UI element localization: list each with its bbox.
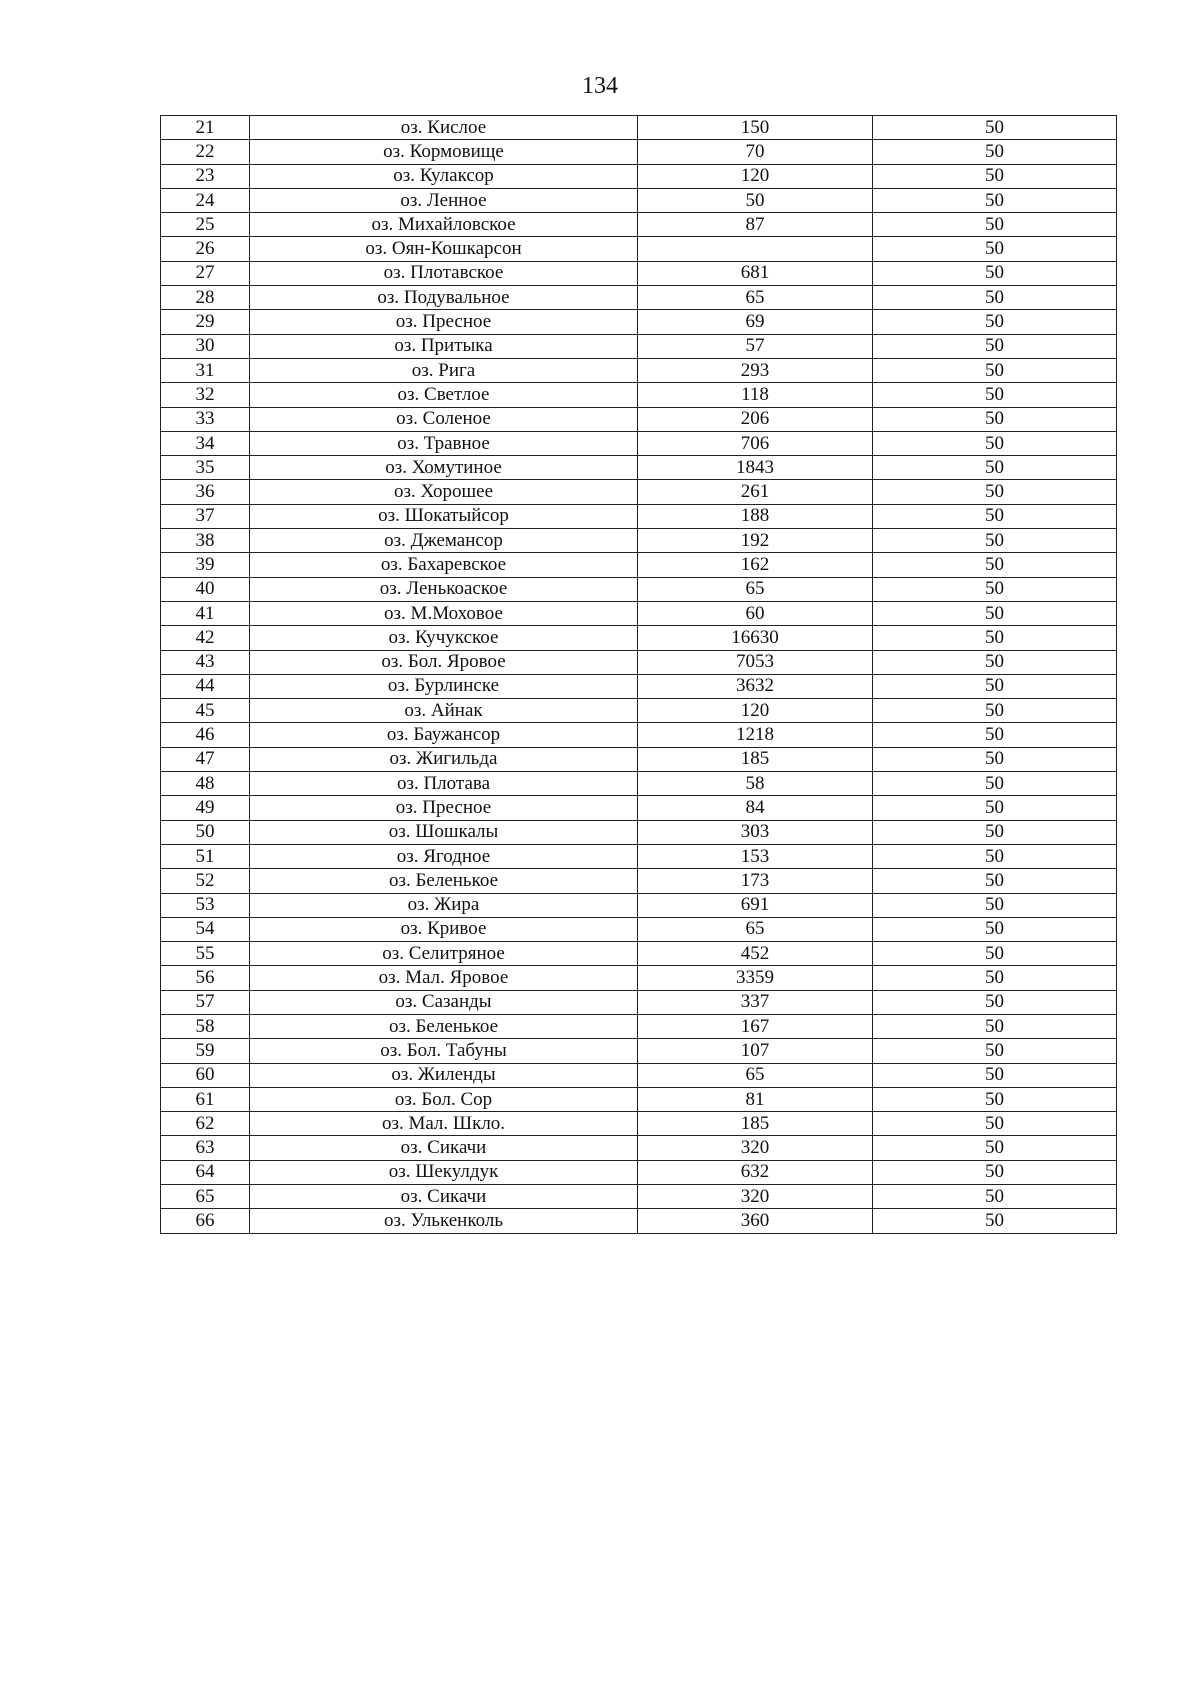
row-number-cell: 29 [161, 310, 250, 334]
table-row [161, 820, 1117, 844]
lake-name-cell: оз. Беленькое [250, 1014, 638, 1038]
lake-name-cell: оз. Кучукское [250, 626, 638, 650]
lake-name-cell: оз. Баужансор [250, 723, 638, 747]
lake-name-cell: оз. Кормовище [250, 140, 638, 164]
area-cell: 360 [638, 1209, 873, 1233]
area-cell: 303 [638, 820, 873, 844]
lake-name-cell: оз. Травное [250, 431, 638, 455]
lake-name-cell: оз. Соленое [250, 407, 638, 431]
table-row [161, 577, 1117, 601]
row-number-cell: 39 [161, 553, 250, 577]
value-cell: 50 [873, 504, 1117, 528]
area-cell: 65 [638, 286, 873, 310]
row-number-cell: 38 [161, 529, 250, 553]
area-cell: 120 [638, 699, 873, 723]
table-row [161, 407, 1117, 431]
lakes-table [160, 115, 1117, 1234]
row-number-cell: 53 [161, 893, 250, 917]
row-number-cell: 63 [161, 1136, 250, 1160]
area-cell: 60 [638, 601, 873, 625]
area-cell: 320 [638, 1136, 873, 1160]
row-number-cell: 58 [161, 1014, 250, 1038]
value-cell: 50 [873, 1087, 1117, 1111]
area-cell: 337 [638, 990, 873, 1014]
table-row [161, 942, 1117, 966]
value-cell: 50 [873, 1014, 1117, 1038]
lake-name-cell: оз. Сазанды [250, 990, 638, 1014]
row-number-cell: 56 [161, 966, 250, 990]
table-row [161, 213, 1117, 237]
table-row [161, 456, 1117, 480]
lake-name-cell: оз. Бол. Яровое [250, 650, 638, 674]
lake-name-cell: оз. Сикачи [250, 1136, 638, 1160]
value-cell: 50 [873, 844, 1117, 868]
lake-name-cell: оз. Жиленды [250, 1063, 638, 1087]
value-cell: 50 [873, 699, 1117, 723]
row-number-cell: 66 [161, 1209, 250, 1233]
row-number-cell: 57 [161, 990, 250, 1014]
row-number-cell: 47 [161, 747, 250, 771]
value-cell: 50 [873, 942, 1117, 966]
table-row [161, 310, 1117, 334]
value-cell: 50 [873, 529, 1117, 553]
row-number-cell: 59 [161, 1039, 250, 1063]
value-cell: 50 [873, 237, 1117, 261]
table-row [161, 1039, 1117, 1063]
value-cell: 50 [873, 990, 1117, 1014]
lake-name-cell: оз. Улькенколь [250, 1209, 638, 1233]
lake-name-cell: оз. Мал. Шкло. [250, 1112, 638, 1136]
lake-name-cell: оз. Шошкалы [250, 820, 638, 844]
row-number-cell: 30 [161, 334, 250, 358]
table-row [161, 1014, 1117, 1038]
table-row [161, 188, 1117, 212]
lake-name-cell: оз. Притыка [250, 334, 638, 358]
table-row [161, 1185, 1117, 1209]
row-number-cell: 32 [161, 383, 250, 407]
table-row [161, 796, 1117, 820]
area-cell: 206 [638, 407, 873, 431]
value-cell: 50 [873, 674, 1117, 698]
table-row [161, 674, 1117, 698]
value-cell: 50 [873, 334, 1117, 358]
row-number-cell: 64 [161, 1160, 250, 1184]
row-number-cell: 37 [161, 504, 250, 528]
table-row [161, 1209, 1117, 1233]
lakes-table-body [161, 116, 1117, 1234]
table-row [161, 431, 1117, 455]
value-cell: 50 [873, 1063, 1117, 1087]
area-cell: 118 [638, 383, 873, 407]
area-cell: 81 [638, 1087, 873, 1111]
value-cell: 50 [873, 213, 1117, 237]
table-row [161, 164, 1117, 188]
table-row [161, 893, 1117, 917]
area-cell: 87 [638, 213, 873, 237]
value-cell: 50 [873, 1136, 1117, 1160]
value-cell: 50 [873, 553, 1117, 577]
lake-name-cell: оз. Сикачи [250, 1185, 638, 1209]
value-cell: 50 [873, 310, 1117, 334]
area-cell: 452 [638, 942, 873, 966]
value-cell: 50 [873, 1112, 1117, 1136]
value-cell: 50 [873, 358, 1117, 382]
area-cell: 162 [638, 553, 873, 577]
table-row [161, 772, 1117, 796]
area-cell: 681 [638, 261, 873, 285]
area-cell: 50 [638, 188, 873, 212]
row-number-cell: 22 [161, 140, 250, 164]
area-cell: 1843 [638, 456, 873, 480]
row-number-cell: 23 [161, 164, 250, 188]
area-cell: 3632 [638, 674, 873, 698]
area-cell: 3359 [638, 966, 873, 990]
table-row [161, 237, 1117, 261]
value-cell: 50 [873, 261, 1117, 285]
area-cell: 293 [638, 358, 873, 382]
lake-name-cell: оз. Кислое [250, 116, 638, 140]
area-cell: 188 [638, 504, 873, 528]
lake-name-cell: оз. М.Моховое [250, 601, 638, 625]
table-row [161, 553, 1117, 577]
lake-name-cell: оз. Хомутиное [250, 456, 638, 480]
value-cell: 50 [873, 1185, 1117, 1209]
row-number-cell: 46 [161, 723, 250, 747]
value-cell: 50 [873, 140, 1117, 164]
table-row [161, 1087, 1117, 1111]
row-number-cell: 26 [161, 237, 250, 261]
area-cell: 320 [638, 1185, 873, 1209]
row-number-cell: 41 [161, 601, 250, 625]
value-cell: 50 [873, 723, 1117, 747]
lake-name-cell: оз. Светлое [250, 383, 638, 407]
row-number-cell: 48 [161, 772, 250, 796]
table-row [161, 529, 1117, 553]
lake-name-cell: оз. Джемансор [250, 529, 638, 553]
row-number-cell: 27 [161, 261, 250, 285]
row-number-cell: 44 [161, 674, 250, 698]
row-number-cell: 62 [161, 1112, 250, 1136]
table-row [161, 383, 1117, 407]
lake-name-cell: оз. Кривое [250, 917, 638, 941]
value-cell: 50 [873, 747, 1117, 771]
row-number-cell: 45 [161, 699, 250, 723]
row-number-cell: 51 [161, 844, 250, 868]
row-number-cell: 21 [161, 116, 250, 140]
table-row [161, 480, 1117, 504]
value-cell: 50 [873, 869, 1117, 893]
row-number-cell: 65 [161, 1185, 250, 1209]
row-number-cell: 40 [161, 577, 250, 601]
lake-name-cell: оз. Жигильда [250, 747, 638, 771]
area-cell: 167 [638, 1014, 873, 1038]
value-cell: 50 [873, 601, 1117, 625]
table-row [161, 990, 1117, 1014]
lake-name-cell: оз. Кулаксор [250, 164, 638, 188]
value-cell: 50 [873, 893, 1117, 917]
table-row [161, 140, 1117, 164]
row-number-cell: 61 [161, 1087, 250, 1111]
table-row [161, 261, 1117, 285]
table-row [161, 869, 1117, 893]
row-number-cell: 31 [161, 358, 250, 382]
lake-name-cell: оз. Ленькоаское [250, 577, 638, 601]
area-cell: 192 [638, 529, 873, 553]
area-cell: 185 [638, 747, 873, 771]
value-cell: 50 [873, 188, 1117, 212]
value-cell: 50 [873, 772, 1117, 796]
area-cell: 153 [638, 844, 873, 868]
value-cell: 50 [873, 917, 1117, 941]
lake-name-cell: оз. Михайловское [250, 213, 638, 237]
value-cell: 50 [873, 480, 1117, 504]
value-cell: 50 [873, 1039, 1117, 1063]
lake-name-cell: оз. Жира [250, 893, 638, 917]
value-cell: 50 [873, 650, 1117, 674]
page-number: 134 [582, 73, 618, 99]
lake-name-cell: оз. Бол. Табуны [250, 1039, 638, 1063]
lake-name-cell: оз. Шокатыйсор [250, 504, 638, 528]
lake-name-cell: оз. Айнак [250, 699, 638, 723]
row-number-cell: 34 [161, 431, 250, 455]
value-cell: 50 [873, 164, 1117, 188]
area-cell: 16630 [638, 626, 873, 650]
table-row [161, 747, 1117, 771]
lake-name-cell: оз. Пресное [250, 310, 638, 334]
row-number-cell: 52 [161, 869, 250, 893]
area-cell [638, 237, 873, 261]
value-cell: 50 [873, 116, 1117, 140]
lake-name-cell: оз. Шекулдук [250, 1160, 638, 1184]
lake-name-cell: оз. Ленное [250, 188, 638, 212]
row-number-cell: 25 [161, 213, 250, 237]
area-cell: 150 [638, 116, 873, 140]
area-cell: 107 [638, 1039, 873, 1063]
row-number-cell: 43 [161, 650, 250, 674]
table-row [161, 650, 1117, 674]
lake-name-cell: оз. Бахаревское [250, 553, 638, 577]
table-row [161, 358, 1117, 382]
table-row [161, 286, 1117, 310]
value-cell: 50 [873, 966, 1117, 990]
value-cell: 50 [873, 820, 1117, 844]
table-row [161, 1136, 1117, 1160]
area-cell: 69 [638, 310, 873, 334]
area-cell: 706 [638, 431, 873, 455]
area-cell: 261 [638, 480, 873, 504]
table-row [161, 601, 1117, 625]
row-number-cell: 54 [161, 917, 250, 941]
row-number-cell: 49 [161, 796, 250, 820]
row-number-cell: 55 [161, 942, 250, 966]
lake-name-cell: оз. Селитряное [250, 942, 638, 966]
lake-name-cell: оз. Рига [250, 358, 638, 382]
value-cell: 50 [873, 286, 1117, 310]
area-cell: 65 [638, 1063, 873, 1087]
table-row [161, 1112, 1117, 1136]
area-cell: 65 [638, 917, 873, 941]
area-cell: 1218 [638, 723, 873, 747]
table-row [161, 504, 1117, 528]
area-cell: 632 [638, 1160, 873, 1184]
table-row [161, 699, 1117, 723]
area-cell: 65 [638, 577, 873, 601]
lake-name-cell: оз. Бурлинске [250, 674, 638, 698]
area-cell: 691 [638, 893, 873, 917]
lake-name-cell: оз. Беленькое [250, 869, 638, 893]
table-row [161, 334, 1117, 358]
area-cell: 120 [638, 164, 873, 188]
value-cell: 50 [873, 1160, 1117, 1184]
row-number-cell: 35 [161, 456, 250, 480]
area-cell: 70 [638, 140, 873, 164]
value-cell: 50 [873, 431, 1117, 455]
row-number-cell: 24 [161, 188, 250, 212]
table-row [161, 844, 1117, 868]
lake-name-cell: оз. Ягодное [250, 844, 638, 868]
lake-name-cell: оз. Подувальное [250, 286, 638, 310]
area-cell: 173 [638, 869, 873, 893]
value-cell: 50 [873, 407, 1117, 431]
area-cell: 57 [638, 334, 873, 358]
table-row [161, 723, 1117, 747]
lake-name-cell: оз. Мал. Яровое [250, 966, 638, 990]
lake-name-cell: оз. Пресное [250, 796, 638, 820]
value-cell: 50 [873, 577, 1117, 601]
row-number-cell: 50 [161, 820, 250, 844]
table-row [161, 1160, 1117, 1184]
value-cell: 50 [873, 626, 1117, 650]
lake-name-cell: оз. Плотавское [250, 261, 638, 285]
table-row [161, 626, 1117, 650]
area-cell: 185 [638, 1112, 873, 1136]
table-row [161, 1063, 1117, 1087]
table-row [161, 917, 1117, 941]
table-row [161, 966, 1117, 990]
lake-name-cell: оз. Плотава [250, 772, 638, 796]
area-cell: 7053 [638, 650, 873, 674]
value-cell: 50 [873, 796, 1117, 820]
row-number-cell: 28 [161, 286, 250, 310]
area-cell: 58 [638, 772, 873, 796]
row-number-cell: 60 [161, 1063, 250, 1087]
value-cell: 50 [873, 383, 1117, 407]
row-number-cell: 42 [161, 626, 250, 650]
row-number-cell: 33 [161, 407, 250, 431]
lake-name-cell: оз. Бол. Сор [250, 1087, 638, 1111]
value-cell: 50 [873, 1209, 1117, 1233]
row-number-cell: 36 [161, 480, 250, 504]
lake-name-cell: оз. Оян-Кошкарсон [250, 237, 638, 261]
lake-name-cell: оз. Хорошее [250, 480, 638, 504]
table-row [161, 116, 1117, 140]
area-cell: 84 [638, 796, 873, 820]
value-cell: 50 [873, 456, 1117, 480]
